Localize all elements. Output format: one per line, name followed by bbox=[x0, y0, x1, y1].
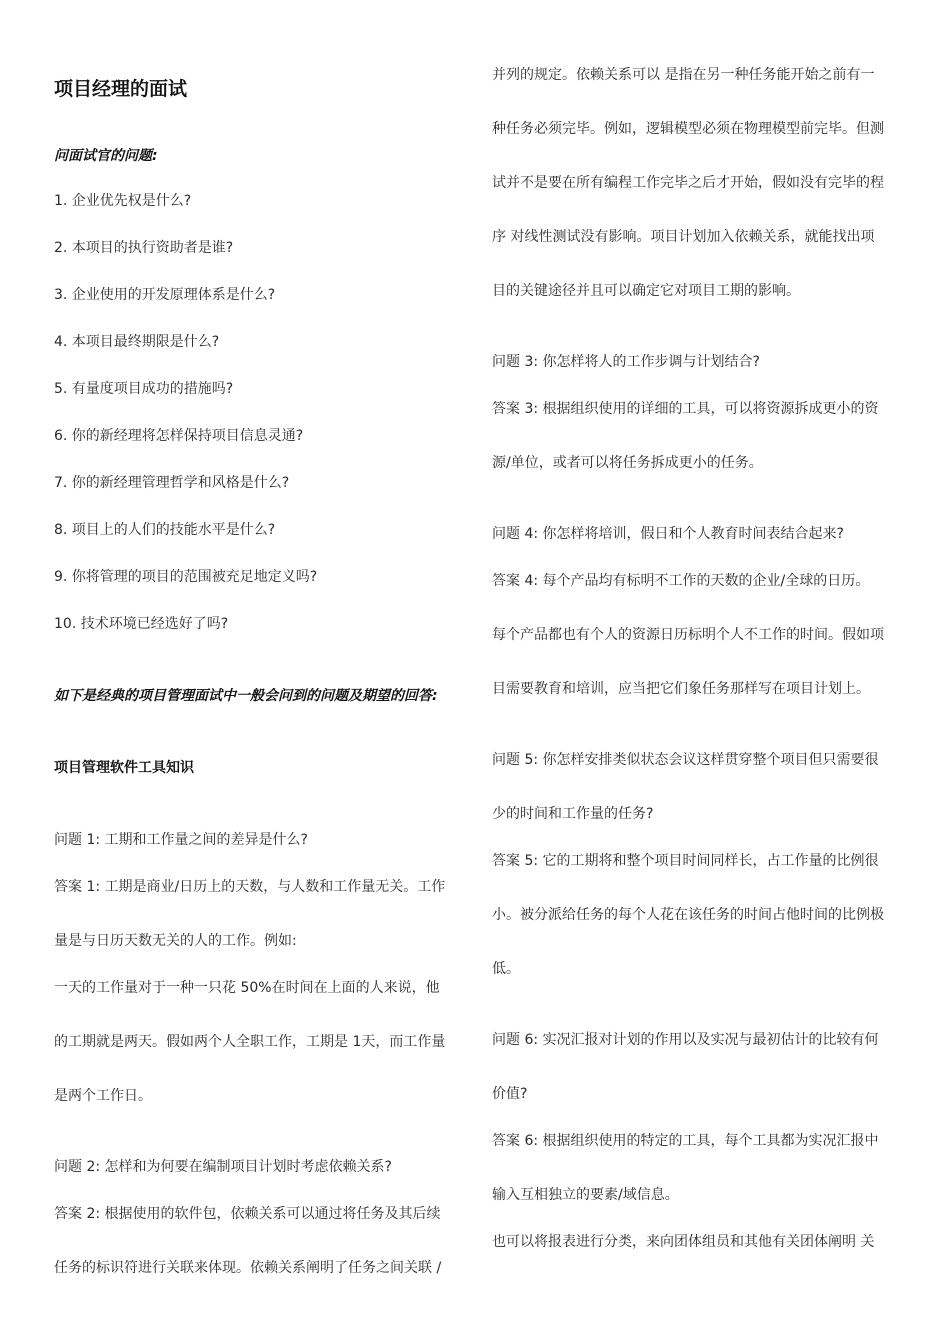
answer-2-cont-line: 试并不是要在所有编程工作完毕之后才开始，假如没有完毕的程 bbox=[492, 175, 884, 191]
answer-2-cont-line: 种任务必须完毕。例如，逻辑模型必须在物理模型前完毕。但测 bbox=[492, 121, 884, 137]
question-item: 1. 企业优先权是什么? bbox=[54, 193, 192, 209]
question-4: 问题 4: 你怎样将培训，假日和个人教育时间表结合起来? bbox=[492, 526, 844, 542]
question-item: 9. 你将管理的项目的范围被充足地定义吗? bbox=[54, 569, 318, 585]
question-5-line: 问题 5: 你怎样安排类似状态会议这样贯穿整个项目但只需要很 bbox=[492, 752, 879, 768]
answer-1-line: 一天的工作量对于一种一只花 50%在时间在上面的人来说，他 bbox=[54, 980, 440, 996]
answer-6-line: 答案 6: 根据组织使用的特定的工具，每个工具都为实况汇报中 bbox=[492, 1133, 879, 1149]
answer-5-line: 小。被分派给任务的每个人花在该任务的时间占他时间的比例极 bbox=[492, 907, 884, 923]
classic-questions-heading: 如下是经典的项目管理面试中一般会问到的问题及期望的回答: bbox=[54, 688, 438, 704]
answer-4-line: 每个产品都也有个人的资源日历标明个人不工作的时间。假如项 bbox=[492, 627, 884, 643]
answer-5-line: 低。 bbox=[492, 961, 520, 977]
question-3: 问题 3: 你怎样将人的工作步调与计划结合? bbox=[492, 354, 760, 370]
software-knowledge-heading: 项目管理软件工具知识 bbox=[54, 760, 194, 776]
question-item: 4. 本项目最终期限是什么? bbox=[54, 334, 220, 350]
question-item: 7. 你的新经理管理哲学和风格是什么? bbox=[54, 475, 290, 491]
question-2: 问题 2: 怎样和为何要在编制项目计划时考虑依赖关系? bbox=[54, 1159, 392, 1175]
answer-6-line: 输入互相独立的要素/域信息。 bbox=[492, 1187, 679, 1203]
question-item: 5. 有量度项目成功的措施吗? bbox=[54, 381, 234, 397]
answer-6-line: 也可以将报表进行分类，来向团体组员和其他有关团体阐明 关 bbox=[492, 1234, 875, 1250]
answer-2-line: 任务的标识符进行关联来体现。依赖关系阐明了任务之间关联 / bbox=[54, 1260, 442, 1276]
question-6-line: 价值? bbox=[492, 1086, 528, 1102]
answer-3-line: 源/单位，或者可以将任务拆成更小的任务。 bbox=[492, 455, 763, 471]
answer-5-line: 答案 5: 它的工期将和整个项目时间同样长，占工作量的比例很 bbox=[492, 853, 879, 869]
answer-1-line: 量是与日历天数无关的人的工作。例如: bbox=[54, 933, 297, 949]
question-item: 8. 项目上的人们的技能水平是什么? bbox=[54, 522, 276, 538]
question-item: 2. 本项目的执行资助者是谁? bbox=[54, 240, 234, 256]
answer-2-cont-line: 序 对线性测试没有影响。项目计划加入依赖关系，就能找出项 bbox=[492, 229, 875, 245]
question-1: 问题 1: 工期和工作量之间的差异是什么? bbox=[54, 832, 308, 848]
answer-1-line: 的工期就是两天。假如两个人全职工作，工期是 1天，而工作量 bbox=[54, 1034, 446, 1050]
question-item: 3. 企业使用的开发原理体系是什么? bbox=[54, 287, 276, 303]
question-item: 6. 你的新经理将怎样保持项目信息灵通? bbox=[54, 428, 304, 444]
answer-1-line: 答案 1: 工期是商业/日历上的天数，与人数和工作量无关。工作 bbox=[54, 879, 446, 895]
answer-1-line: 是两个工作日。 bbox=[54, 1088, 152, 1104]
question-5-line: 少的时间和工作量的任务? bbox=[492, 806, 654, 822]
page-title: 项目经理的面试 bbox=[54, 78, 188, 100]
answer-2-cont-line: 目的关键途径并且可以确定它对项目工期的影响。 bbox=[492, 283, 800, 299]
question-6-line: 问题 6: 实况汇报对计划的作用以及实况与最初估计的比较有何 bbox=[492, 1032, 879, 1048]
question-item: 10. 技术环境已经选好了吗? bbox=[54, 616, 229, 632]
answer-4-line: 目需要教育和培训，应当把它们象任务那样写在项目计划上。 bbox=[492, 681, 870, 697]
answer-4-line: 答案 4: 每个产品均有标明不工作的天数的企业/全球的日历。 bbox=[492, 573, 870, 589]
answer-3-line: 答案 3: 根据组织使用的详细的工具，可以将资源拆成更小的资 bbox=[492, 401, 879, 417]
answer-2-cont-line: 并列的规定。依赖关系可以 是指在另一种任务能开始之前有一 bbox=[492, 67, 875, 83]
answer-2-line: 答案 2: 根据使用的软件包，依赖关系可以通过将任务及其后续 bbox=[54, 1206, 441, 1222]
interviewer-questions-heading: 问面试官的问题: bbox=[54, 148, 158, 164]
